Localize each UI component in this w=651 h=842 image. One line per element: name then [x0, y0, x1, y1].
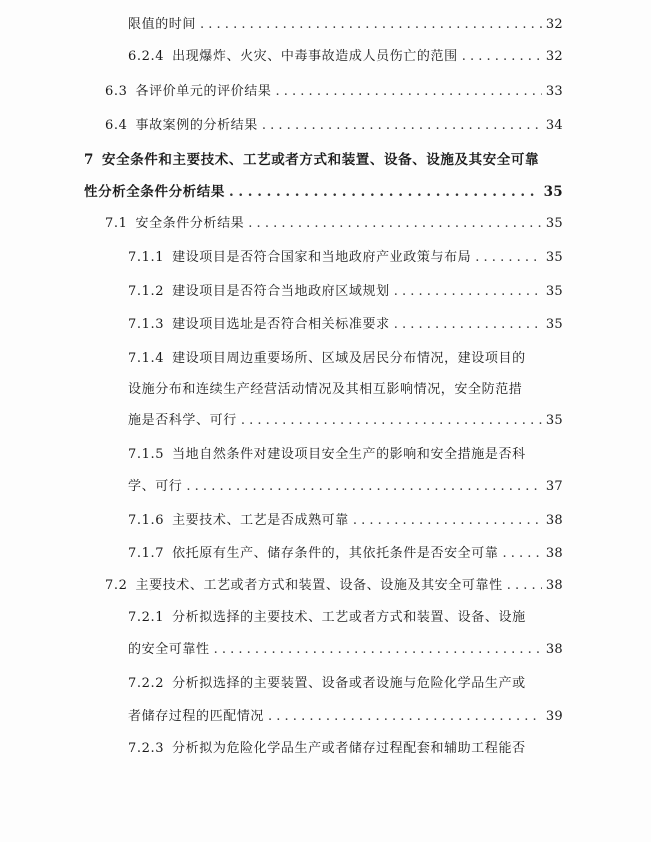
toc-entry[interactable] — [128, 638, 563, 657]
toc-entry-first-line[interactable] — [128, 737, 563, 756]
toc-entry-number: 7.2 — [105, 578, 128, 593]
leader-dots — [241, 413, 542, 428]
toc-entry-number: 6.3 — [105, 84, 128, 99]
toc-entry-text-continued: 设施分布和连续生产经营活动情况及其相互影响情况，安全防范措 — [128, 382, 523, 397]
toc-entry-text: 建设项目是否符合国家和当地政府产业政策与布局 — [172, 250, 472, 265]
toc-entry-text: 建设项目是否符合当地政府区域规划 — [172, 284, 390, 299]
toc-entry[interactable] — [105, 80, 563, 99]
toc-entry-text: 各评价单元的评价结果 — [135, 84, 272, 99]
toc-entry-number: 7.1 — [105, 216, 128, 231]
toc-entry-middle-line[interactable] — [128, 378, 563, 397]
toc-entry-number: 7.1.7 — [128, 546, 165, 561]
toc-entry[interactable] — [128, 45, 563, 64]
toc-page-number: 38 — [545, 546, 563, 561]
leader-dots — [394, 284, 542, 299]
toc-entry-text: 建设项目选址是否符合相关标准要求 — [172, 317, 390, 332]
toc-entry-text: 分析拟为危险化学品生产或者储存过程配套和辅助工程能否 — [172, 741, 526, 756]
toc-entry-number: 7.2.2 — [128, 676, 165, 691]
toc-entry-number: 6.2.4 — [128, 49, 165, 64]
toc-entry-text: 主要技术、工艺或者方式和装置、设备、设施及其安全可靠性 — [135, 578, 503, 593]
leader-dots — [186, 479, 541, 494]
toc-entry-number: 7.2.1 — [128, 610, 165, 625]
toc-entry-number: 7 — [84, 152, 94, 168]
toc-entry-text-continued: 性分析全条件分析结果 — [84, 184, 225, 200]
toc-page-number: 39 — [545, 709, 563, 724]
leader-dots — [214, 642, 542, 657]
toc-page-number: 35 — [545, 284, 563, 299]
toc-entry-text-continued: 学、可行 — [128, 479, 183, 494]
toc-entry-number: 7.1.2 — [128, 284, 165, 299]
toc-page-number: 33 — [545, 84, 563, 99]
toc-page-number: 37 — [545, 479, 563, 494]
leader-dots — [248, 216, 542, 231]
toc-entry[interactable] — [128, 280, 563, 299]
toc-entry-text: 当地自然条件对建设项目安全生产的影响和安全措施是否科 — [172, 447, 526, 462]
leader-dots — [394, 317, 542, 332]
toc-page-number: 38 — [545, 513, 563, 528]
leader-dots — [475, 250, 542, 265]
toc-page-number: 35 — [545, 317, 563, 332]
toc-entry[interactable] — [128, 705, 563, 724]
toc-page-number: 34 — [545, 118, 563, 133]
toc-entry[interactable] — [105, 114, 563, 133]
leader-dots — [200, 17, 542, 32]
toc-entry-text: 分析拟选择的主要技术、工艺或者方式和装置、设备、设施 — [172, 610, 526, 625]
toc-entry-first-line[interactable] — [128, 606, 563, 625]
toc-page-number: 35 — [543, 184, 563, 200]
toc-entry[interactable] — [105, 212, 563, 231]
leader-dots — [276, 84, 542, 99]
toc-entry[interactable] — [128, 13, 563, 32]
toc-entry-text: 依托原有生产、储存条件的，其依托条件是否安全可靠 — [172, 546, 499, 561]
leader-dots — [229, 184, 540, 200]
toc-entry[interactable] — [128, 313, 563, 332]
toc-entry-first-line[interactable] — [128, 672, 563, 691]
toc-entry-text: 主要技术、工艺是否成熟可靠 — [172, 513, 349, 528]
toc-entry-text: 安全条件分析结果 — [135, 216, 245, 231]
toc-entry-text: 限值的时间 — [128, 17, 197, 32]
toc-entry-number: 7.2.3 — [128, 741, 165, 756]
toc-entry-text-continued: 施是否科学、可行 — [128, 413, 237, 428]
toc-entry-text: 安全条件和主要技术、工艺或者方式和装置、设备、设施及其安全可靠 — [102, 152, 540, 168]
toc-entry-number: 7.1.3 — [128, 317, 165, 332]
leader-dots — [268, 709, 542, 724]
toc-entry-text: 分析拟选择的主要装置、设备或者设施与危险化学品生产或 — [172, 676, 526, 691]
toc-page-number: 35 — [545, 250, 563, 265]
toc-entry-text: 出现爆炸、火灾、中毒事故造成人员伤亡的范围 — [172, 49, 458, 64]
leader-dots — [502, 546, 541, 561]
toc-entry-first-line[interactable] — [128, 443, 563, 462]
leader-dots — [462, 49, 542, 64]
toc-entry-number: 6.4 — [105, 118, 128, 133]
toc-chapter-heading[interactable] — [84, 148, 563, 168]
toc-entry[interactable] — [128, 475, 563, 494]
toc-page-number: 38 — [545, 578, 563, 593]
toc-entry-first-line[interactable] — [128, 347, 563, 366]
toc-page-number: 38 — [545, 642, 563, 657]
toc-page-number: 35 — [545, 413, 563, 428]
toc-entry-number: 7.1.5 — [128, 447, 165, 462]
toc-page-number: 32 — [545, 17, 563, 32]
toc-entry[interactable] — [128, 246, 563, 265]
toc-entry-text-continued: 的安全可靠性 — [128, 642, 210, 657]
toc-entry-number: 7.1.1 — [128, 250, 165, 265]
toc-entry-number: 7.1.6 — [128, 513, 165, 528]
toc-entry-number: 7.1.4 — [128, 351, 165, 366]
toc-entry[interactable] — [84, 180, 563, 200]
toc-entry[interactable] — [128, 509, 563, 528]
toc-entry-text: 建设项目周边重要场所、区域及居民分布情况，建设项目的 — [172, 351, 526, 366]
toc-entry[interactable] — [128, 542, 563, 561]
toc-page-number: 32 — [545, 49, 563, 64]
toc-entry[interactable] — [105, 574, 563, 593]
leader-dots — [262, 118, 542, 133]
leader-dots — [507, 578, 542, 593]
toc-page-number: 35 — [545, 216, 563, 231]
toc-entry[interactable] — [128, 409, 563, 428]
toc-entry-text: 事故案例的分析结果 — [135, 118, 258, 133]
leader-dots — [353, 513, 542, 528]
toc-entry-text-continued: 者储存过程的匹配情况 — [128, 709, 265, 724]
